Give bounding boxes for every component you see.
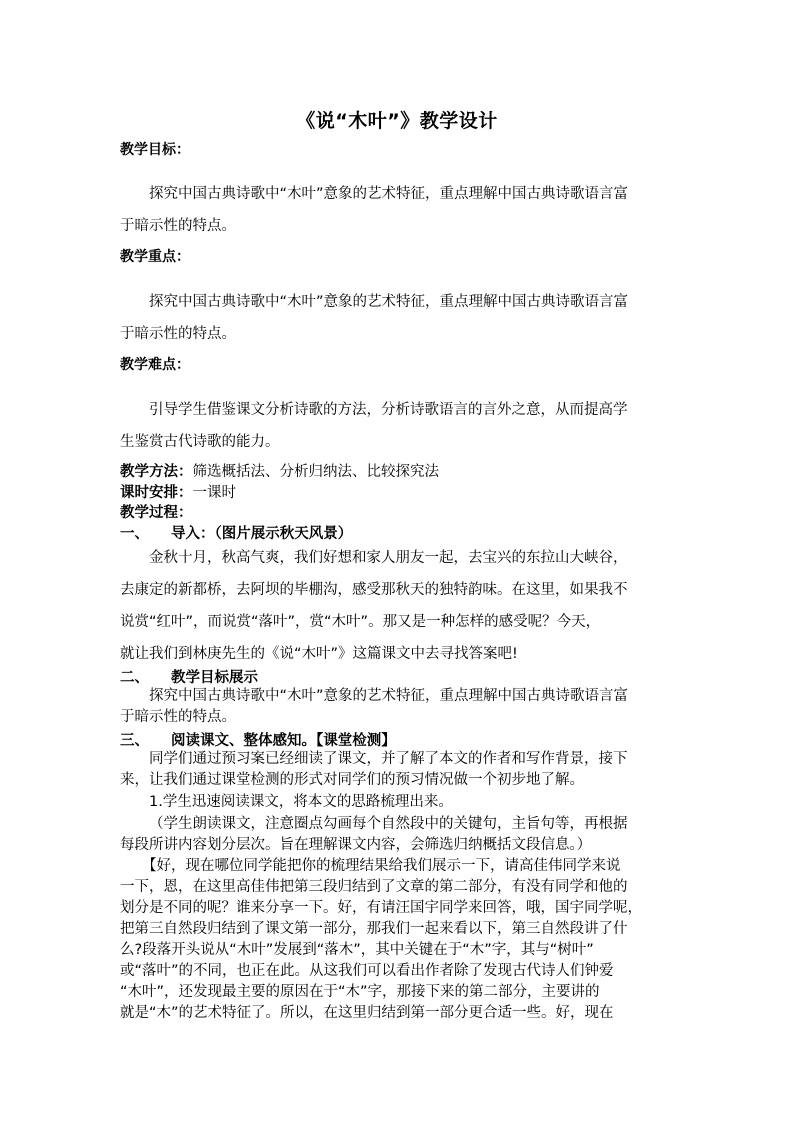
- difficulties-line-2: 生鉴赏古代诗歌的能力。: [120, 434, 280, 450]
- section-3-paragraph-1: [120, 749, 680, 791]
- section-3-p3-line-2: 每段所讲内容划分层次。旨在理解课文内容，会筛选归纳概括文段信息。）: [120, 837, 592, 853]
- objectives-heading: 教学目标：: [120, 142, 190, 158]
- section-3-p2-line-1: 1.学生迅速阅读课文，将本文的思路梳理出来。: [149, 794, 453, 810]
- section-3-p1-line-2: 来，让我们通过课堂检测的形式对同学们的预习情况做一个初步地了解。: [120, 772, 584, 788]
- schedule-value: 一课时: [192, 485, 236, 501]
- objectives-line-2: 于暗示性的特点。: [120, 218, 236, 234]
- section-2-line-2: 于暗示性的特点。: [120, 709, 236, 725]
- section-2-line-1: 探究中国古典诗歌中“木叶”意象的艺术特征，重点理解中国古典诗歌语言富: [149, 688, 629, 704]
- method-line: [120, 460, 439, 481]
- section-3-p4-line-4: 把第三自然段归结到了课文第一部分，那我们一起来看以下，第三自然段讲了什: [120, 921, 628, 937]
- section-1-paragraph: [120, 542, 680, 670]
- section-1-title: 导入：（图片展示秋天风景）: [171, 526, 353, 542]
- key-points-paragraph: [120, 286, 680, 350]
- section-3-title: 阅读课文、整体感知。【课堂检测】: [171, 733, 396, 749]
- section-3-p4-line-5: 么?段落开头说从“木叶”发展到“落木”，其中关键在于“木”字，其与“树叶”: [120, 942, 594, 958]
- method-label: 教学方法：: [120, 464, 193, 480]
- section-3-paragraph-3: [120, 814, 680, 856]
- difficulties-paragraph: [120, 394, 680, 458]
- section-1-heading: [120, 522, 352, 543]
- section-2-heading: [120, 666, 258, 687]
- difficulties-line-1: 引导学生借鉴课文分析诗歌的方法，分析诗歌语言的言外之意，从而提高学: [149, 402, 628, 418]
- schedule-line: [120, 481, 236, 502]
- section-3-p4-line-2: 一下，恩，在这里高佳伟把第三段归结到了文章的第二部分，有没有同学和他的: [120, 879, 628, 895]
- section-1-line-4: 就让我们到林庚先生的《说“木叶”》这篇课文中去寻找答案吧!: [120, 646, 518, 662]
- section-3-p4-line-8: 就是“木”的艺术特征了。所以，在这里归结到第一部分更合适一些。好，现在: [120, 1005, 614, 1021]
- section-1-line-3: 说赏“红叶”，而说赏“落叶”，赏“木叶”。那又是一种怎样的感受呢？今天，: [120, 614, 601, 630]
- section-3-heading: [120, 729, 396, 750]
- section-1-number: 一、: [120, 526, 149, 542]
- section-1-line-2: 去康定的新都桥，去阿坝的毕棚沟，感受那秋天的独特韵味。在这里，如果我不: [120, 582, 628, 598]
- process-heading: 教学过程：: [120, 505, 193, 521]
- key-points-line-2: 于暗示性的特点。: [120, 326, 236, 342]
- section-2-title: 教学目标展示: [171, 670, 258, 686]
- key-points-line-1: 探究中国古典诗歌中“木叶”意象的艺术特征，重点理解中国古典诗歌语言富: [149, 294, 629, 310]
- difficulties-heading: 教学难点：: [120, 357, 190, 373]
- section-2-paragraph: [120, 686, 680, 728]
- section-3-p4-line-7: “木叶”，还发现最主要的原因在于“木”字，那接下来的第二部分，主要讲的: [120, 984, 600, 1000]
- section-3-p4-line-1: 【好，现在哪位同学能把你的梳理结果给我们展示一下，请高佳伟同学来说: [142, 858, 621, 874]
- section-3-p4-line-6: 或“落叶”的不同，也正在此。从这我们可以看出作者除了发现古代诗人们钟爱: [120, 963, 614, 979]
- section-3-paragraph-2: [120, 792, 680, 813]
- key-points-heading: 教学重点：: [120, 249, 190, 265]
- document-title: 《说“木叶”》教学设计: [296, 110, 498, 132]
- section-3-paragraph-4: [120, 856, 680, 1024]
- objectives-line-1: 探究中国古典诗歌中“木叶”意象的艺术特征，重点理解中国古典诗歌语言富: [149, 186, 629, 202]
- section-1-line-1: 金秋十月，秋高气爽，我们好想和家人朋友一起，去宝兴的东拉山大峡谷，: [149, 550, 628, 566]
- section-3-p3-line-1: （学生朗读课文，注意圈点勾画每个自然段中的关键句，主旨句等，再根据: [149, 816, 628, 832]
- section-3-p1-line-1: 同学们通过预习案已经细读了课文，并了解了本文的作者和写作背景，接下: [149, 751, 628, 767]
- section-3-p4-line-3: 划分是不同的呢？谁来分享一下。好，有请汪国宇同学来回答，哦，国宇同学呢，: [120, 900, 642, 916]
- section-2-number: 二、: [120, 670, 149, 686]
- method-value: 筛选概括法、分析归纳法、比较探究法: [192, 464, 439, 480]
- schedule-label: 课时安排：: [120, 485, 193, 501]
- section-3-number: 三、: [120, 733, 149, 749]
- objectives-paragraph: [120, 178, 680, 242]
